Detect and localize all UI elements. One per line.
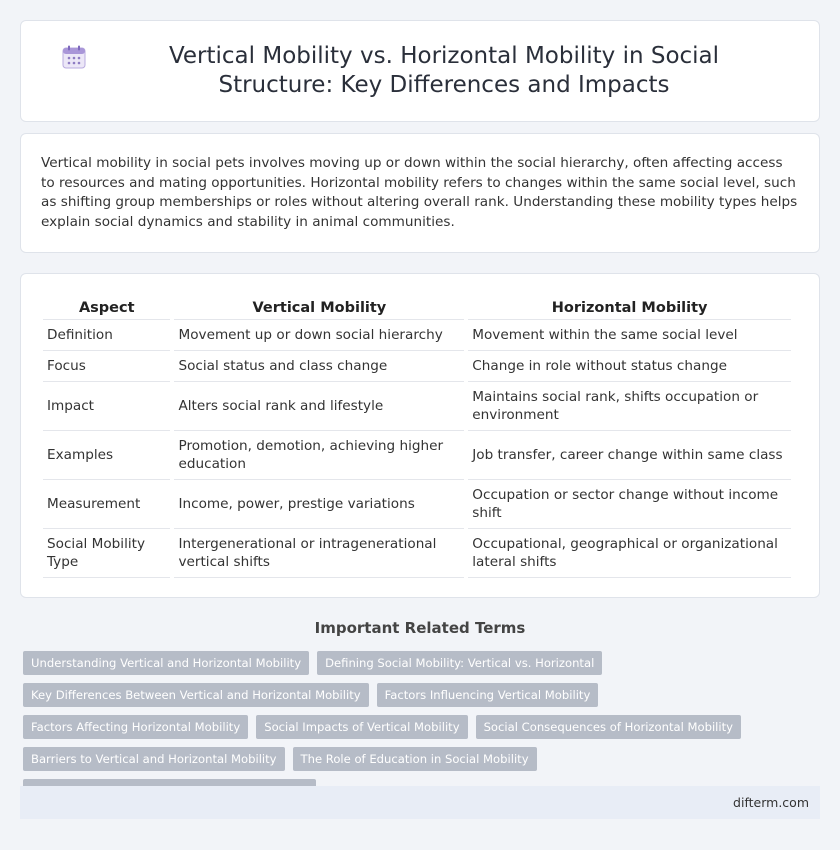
table-row xyxy=(43,480,791,529)
table-row xyxy=(43,320,791,351)
related-term-tag[interactable]: Barriers to Vertical and Horizontal Mobility xyxy=(23,747,285,771)
related-term-tag[interactable]: Defining Social Mobility: Vertical vs. Horizontal xyxy=(317,651,602,675)
table-cell: Occupation or sector change without income shift xyxy=(468,480,791,529)
table-row xyxy=(43,382,791,431)
related-term-tag[interactable]: The Role of Education in Social Mobility xyxy=(293,747,537,771)
footer-site-link[interactable]: difterm.com xyxy=(733,795,809,810)
related-term-tag[interactable]: Key Differences Between Vertical and Horizontal Mobility xyxy=(23,683,369,707)
page-title: Vertical Mobility vs. Horizontal Mobility in Social Structure: Key Differences and Impacts xyxy=(168,43,720,98)
table-cell: Occupational, geographical or organizational lateral shifts xyxy=(468,529,791,578)
related-term-tag[interactable]: Understanding Vertical and Horizontal Mobility xyxy=(23,651,309,675)
table-cell: Movement within the same social level xyxy=(468,320,791,351)
table-cell: Social Mobility Type xyxy=(43,529,170,578)
table-cell: Focus xyxy=(43,351,170,382)
table-cell: Movement up or down social hierarchy xyxy=(174,320,464,351)
table-cell: Maintains social rank, shifts occupation or environment xyxy=(468,382,791,431)
table-cell: Definition xyxy=(43,320,170,351)
related-term-tag[interactable]: Social Impacts of Vertical Mobility xyxy=(256,715,467,739)
header-card xyxy=(20,20,820,122)
header-aspect: Aspect xyxy=(43,292,170,320)
table-cell: Promotion, demotion, achieving higher education xyxy=(174,431,464,480)
table-row xyxy=(43,529,791,578)
intro-paragraph: Vertical mobility in social pets involves moving up or down within the social hierarchy, often affecting access to resources and mating opportunities. Horizontal mobility refers to changes within the same social level, such as shifting group memberships or roles without altering overall rank. Understanding these mobility types helps explain social dynamics and stability in animal communities. xyxy=(41,155,798,230)
related-term-tag[interactable]: Factors Influencing Vertical Mobility xyxy=(377,683,599,707)
header-horizontal-mobility: Horizontal Mobility xyxy=(468,292,791,320)
table-row xyxy=(43,431,791,480)
table-cell: Impact xyxy=(43,382,170,431)
table-cell: Change in role without status change xyxy=(468,351,791,382)
table-row xyxy=(43,351,791,382)
table-header-row xyxy=(43,292,791,320)
table-cell: Job transfer, career change within same class xyxy=(468,431,791,480)
footer xyxy=(20,786,820,819)
related-term-tag[interactable]: Social Consequences of Horizontal Mobility xyxy=(476,715,741,739)
header-vertical-mobility: Vertical Mobility xyxy=(174,292,464,320)
comparison-table xyxy=(39,292,795,578)
table-cell: Intergenerational or intragenerational vertical shifts xyxy=(174,529,464,578)
related-terms-title: Important Related Terms xyxy=(314,619,526,637)
table-cell: Income, power, prestige variations xyxy=(174,480,464,529)
table-cell: Alters social rank and lifestyle xyxy=(174,382,464,431)
related-term-tag[interactable]: Factors Affecting Horizontal Mobility xyxy=(23,715,248,739)
intro-card xyxy=(20,133,820,253)
related-terms-tags xyxy=(23,651,813,803)
calendar-icon xyxy=(61,44,87,70)
table-cell: Social status and class change xyxy=(174,351,464,382)
table-cell: Examples xyxy=(43,431,170,480)
comparison-table-card xyxy=(20,273,820,598)
table-cell: Measurement xyxy=(43,480,170,529)
